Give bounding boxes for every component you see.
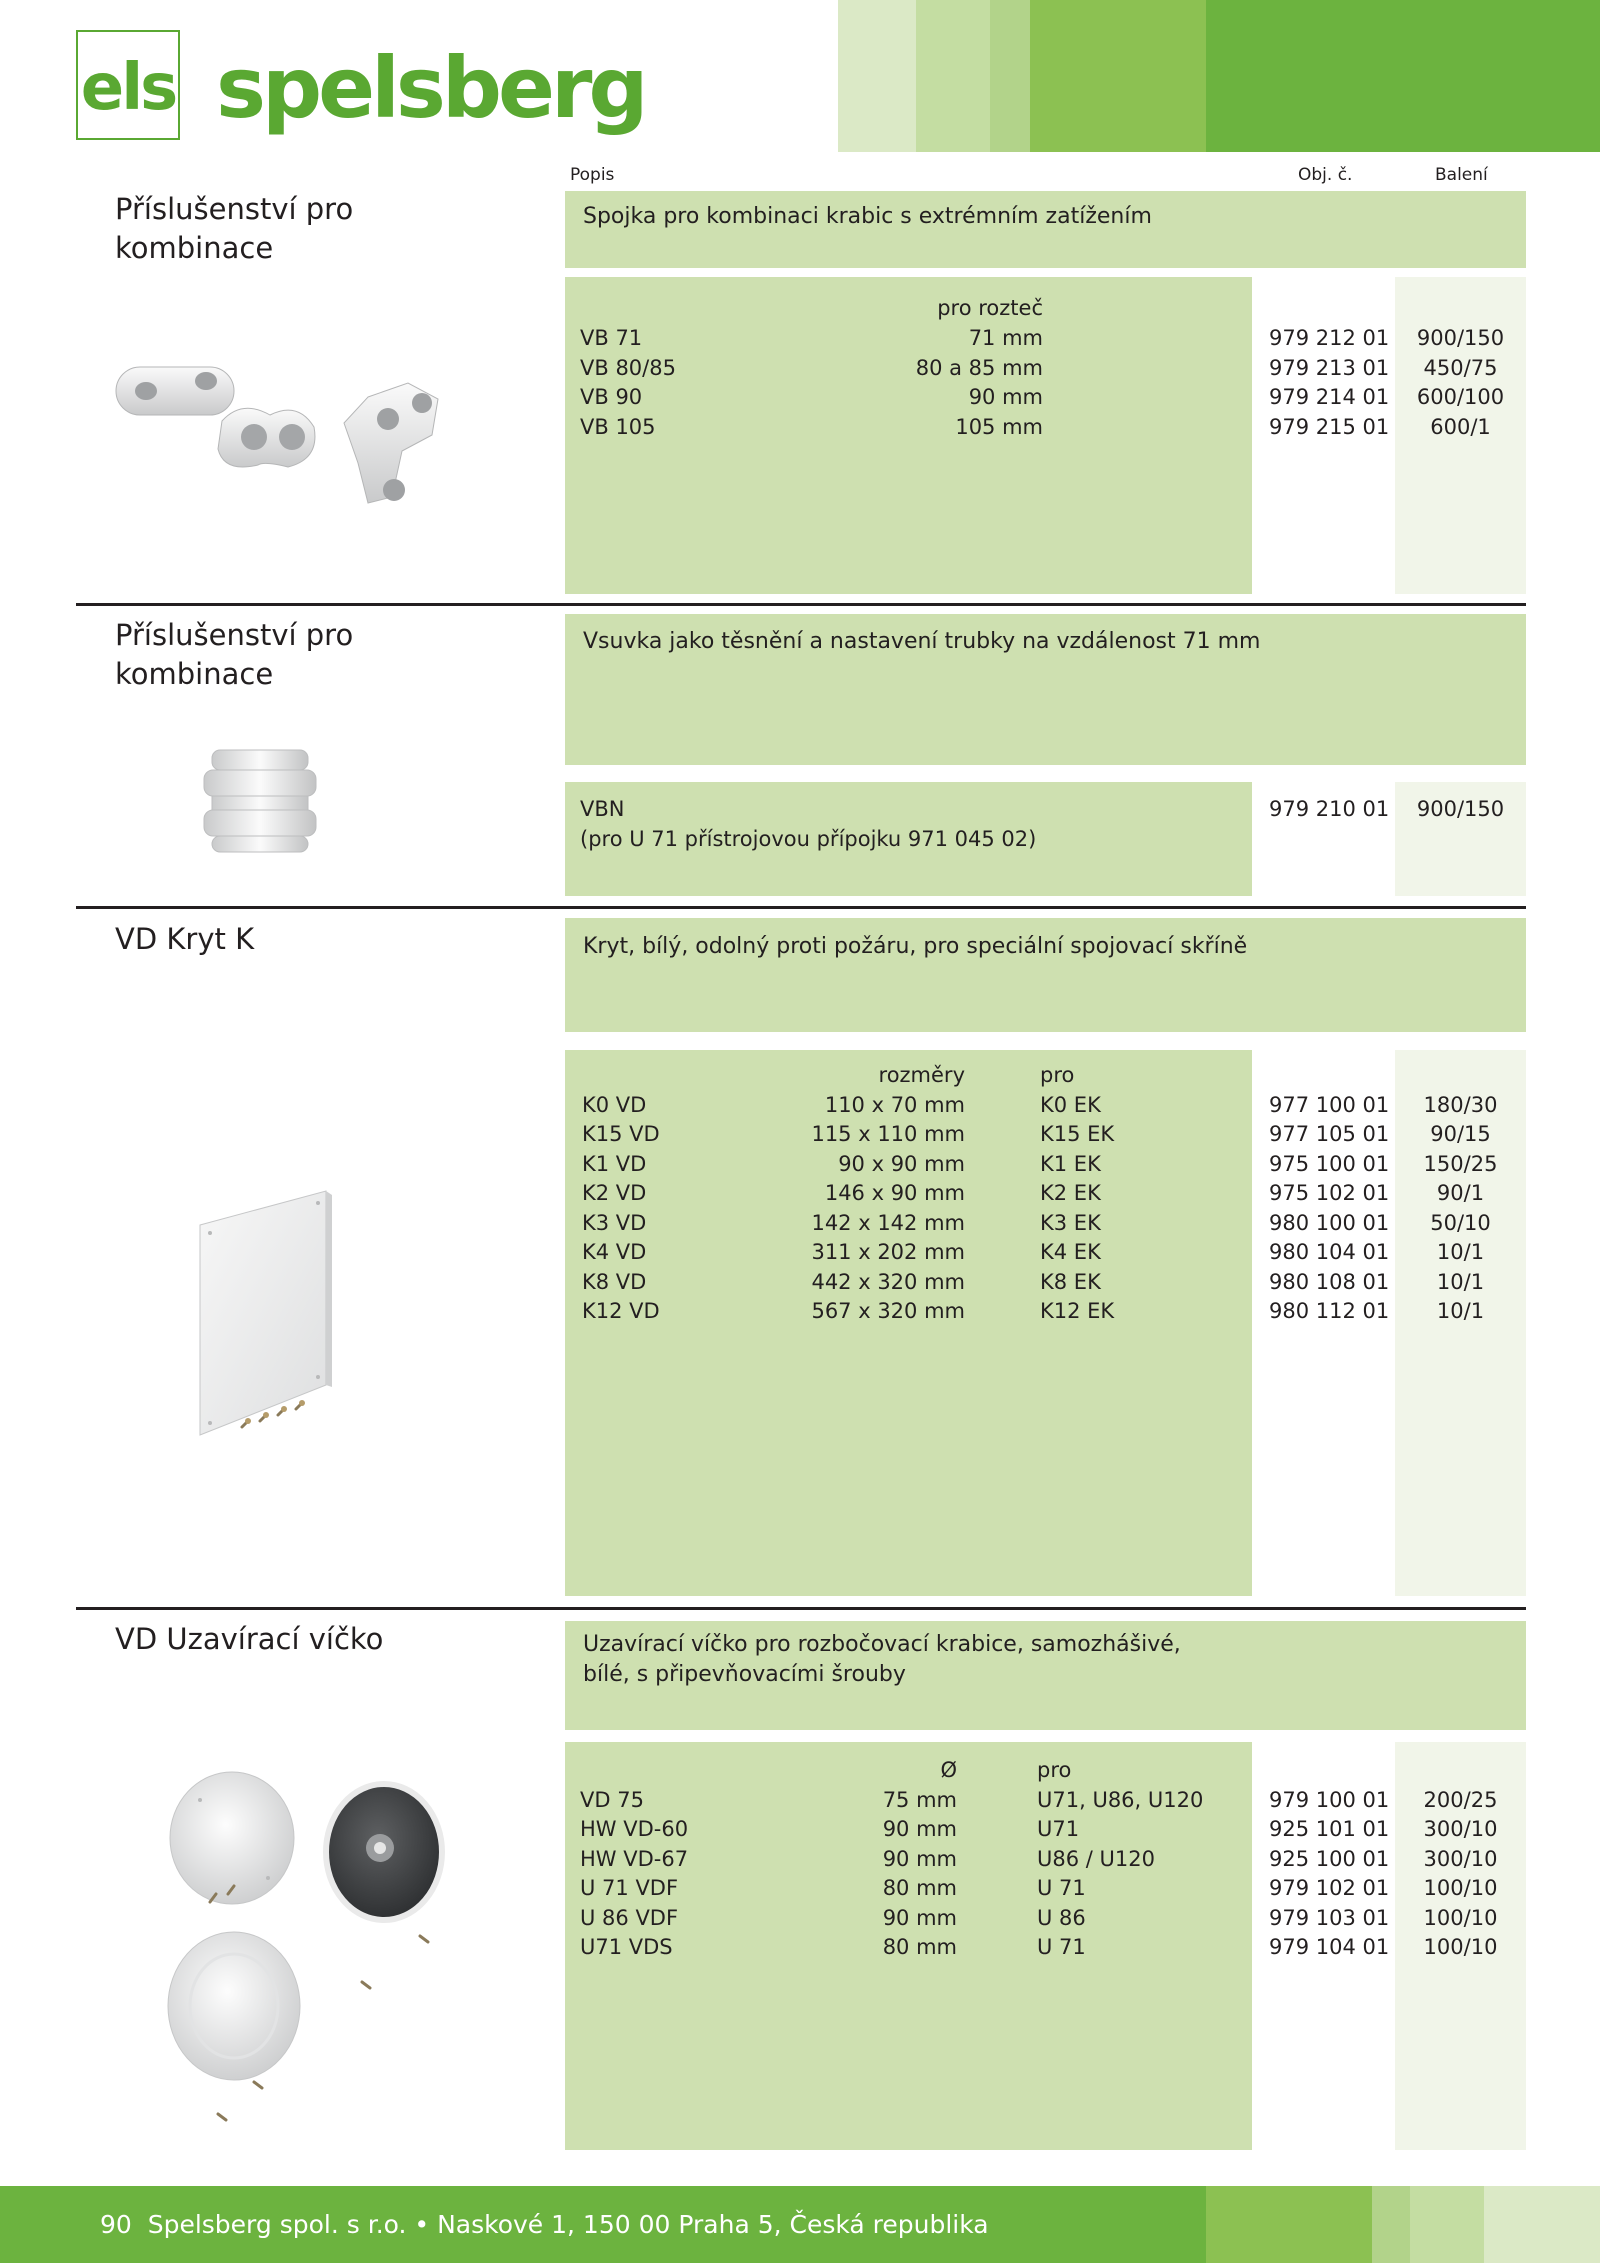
- section-divider: [76, 603, 1526, 606]
- row-value: 115 x 110 mm: [811, 1122, 965, 1146]
- row-obj: 925 100 01: [1269, 1846, 1390, 1871]
- section3-desc: Kryt, bílý, odolný proti požáru, pro speciální spojovací skříně: [583, 934, 1248, 959]
- footer-band-palest: [1484, 2186, 1600, 2263]
- row-bal: 900/150: [1416, 797, 1505, 821]
- row-bal: 10/1: [1436, 1269, 1485, 1294]
- row-value: 90 x 90 mm: [838, 1151, 965, 1176]
- row-value: 71 mm: [968, 326, 1043, 350]
- section-divider: [76, 906, 1526, 909]
- row-name: (pro U 71 přístrojovou přípojku 971 045 02): [580, 826, 1037, 851]
- row-bal: 90/1: [1436, 1181, 1485, 1205]
- row-name: K0 VD: [582, 1092, 647, 1117]
- section1-head-value: pro rozteč: [937, 296, 1043, 320]
- row-obj: 979 213 01: [1269, 355, 1390, 380]
- row-value: 90 mm: [882, 1817, 957, 1841]
- row-bal: 100/10: [1423, 1905, 1498, 1930]
- row-bal: 10/1: [1436, 1240, 1485, 1264]
- row-obj: 979 104 01: [1269, 1935, 1390, 1959]
- row-value: 90 mm: [968, 385, 1043, 409]
- brand-name: spelsberg: [216, 39, 645, 137]
- row-for: K0 EK: [1040, 1092, 1101, 1117]
- row-obj: 980 104 01: [1269, 1240, 1390, 1264]
- header-stripe-dark: [1206, 0, 1600, 152]
- row-bal: 100/10: [1423, 1935, 1498, 1959]
- cover-plate-product-image: [190, 1185, 350, 1445]
- row-for: U86 / U120: [1037, 1846, 1155, 1871]
- row-name: VD 75: [580, 1787, 644, 1812]
- row-name: VBN: [580, 797, 625, 821]
- row-for: K1 EK: [1040, 1151, 1101, 1176]
- section4-head-value: Ø: [940, 1758, 957, 1782]
- row-obj: 979 212 01: [1269, 326, 1390, 350]
- section1-head-row: [0, 294, 1600, 324]
- row-bal: 100/10: [1423, 1876, 1498, 1900]
- row-name: K12 VD: [582, 1299, 660, 1323]
- col-head-baleni: Balení: [1435, 165, 1488, 185]
- row-obj: 980 112 01: [1269, 1299, 1390, 1323]
- section4-title: VD Uzavírací víčko: [115, 1622, 384, 1656]
- section3-head-row: [0, 1061, 1600, 1091]
- row-value: 110 x 70 mm: [824, 1092, 965, 1117]
- col-head-obj: Obj. č.: [1298, 165, 1353, 185]
- row-for: K15 EK: [1040, 1122, 1115, 1146]
- row-for: U71: [1037, 1817, 1080, 1841]
- section1-title-line1: Příslušenství pro: [115, 192, 354, 226]
- row-value: 90 mm: [882, 1846, 957, 1871]
- section3-head-for: pro: [1040, 1063, 1075, 1087]
- row-value: 105 mm: [955, 414, 1043, 439]
- row-obj: 977 100 01: [1269, 1092, 1390, 1117]
- row-bal: 150/25: [1423, 1151, 1498, 1176]
- row-for: K3 EK: [1040, 1210, 1101, 1235]
- row-value: 75 mm: [882, 1787, 957, 1812]
- row-bal: 10/1: [1436, 1299, 1485, 1323]
- row-for: K2 EK: [1040, 1181, 1101, 1205]
- section2-title-line2: kombinace: [115, 657, 274, 691]
- section4-desc: [583, 1630, 1181, 1690]
- footer-band-light: [1372, 2186, 1410, 2263]
- row-name: K2 VD: [582, 1181, 647, 1205]
- row-name: U 86 VDF: [580, 1905, 679, 1930]
- table-row: [0, 1150, 1600, 1180]
- footer: [100, 2186, 989, 2263]
- row-bal: 180/30: [1423, 1092, 1498, 1117]
- section4-desc-line1: Uzavírací víčko pro rozbočovací krabice, samozhášivé,: [583, 1632, 1181, 1657]
- row-obj: 977 105 01: [1269, 1122, 1390, 1146]
- table-row: [0, 1091, 1600, 1121]
- section4-head-for: pro: [1037, 1758, 1072, 1782]
- row-for: K4 EK: [1040, 1240, 1101, 1264]
- footer-band-mid: [1206, 2186, 1372, 2263]
- row-name: VB 105: [580, 414, 656, 439]
- row-obj: 975 100 01: [1269, 1151, 1390, 1176]
- row-obj: 975 102 01: [1269, 1181, 1390, 1205]
- row-bal: 450/75: [1423, 355, 1498, 380]
- page-number: 90: [100, 2210, 132, 2239]
- section2-desc: Vsuvka jako těsnění a nastavení trubky na vzdálenost 71 mm: [583, 629, 1261, 654]
- row-name: HW VD-60: [580, 1817, 689, 1841]
- table-row: [0, 1120, 1600, 1150]
- row-bal: 90/15: [1430, 1122, 1491, 1146]
- row-for: K8 EK: [1040, 1269, 1101, 1294]
- closing-cap-product-image: [150, 1770, 450, 2140]
- row-obj: 979 102 01: [1269, 1876, 1390, 1900]
- section3-head-value: rozměry: [878, 1063, 965, 1087]
- row-bal: 900/150: [1416, 326, 1505, 350]
- row-obj: 925 101 01: [1269, 1817, 1390, 1841]
- row-name: VB 80/85: [580, 355, 676, 380]
- col-head-popis: Popis: [570, 165, 615, 185]
- row-for: U 71: [1037, 1876, 1086, 1900]
- footer-band-pale: [1410, 2186, 1484, 2263]
- section1-title-line2: kombinace: [115, 231, 274, 265]
- nipple-product-image: [200, 740, 320, 860]
- header-stripe-mid: [990, 0, 1030, 152]
- section2-title: [115, 616, 353, 694]
- row-bal: 300/10: [1423, 1846, 1498, 1871]
- row-name: K1 VD: [582, 1151, 647, 1176]
- section1-desc: Spojka pro kombinaci krabic s extrémním zatížením: [583, 204, 1152, 229]
- row-name: U 71 VDF: [580, 1876, 679, 1900]
- row-value: 142 x 142 mm: [811, 1210, 965, 1235]
- row-name: K15 VD: [582, 1122, 660, 1146]
- section3-title: VD Kryt K: [115, 922, 255, 956]
- row-name: HW VD-67: [580, 1846, 689, 1871]
- row-obj: 980 100 01: [1269, 1210, 1390, 1235]
- row-name: K3 VD: [582, 1210, 647, 1235]
- row-value: 311 x 202 mm: [811, 1240, 965, 1264]
- header-stripe-pale: [838, 0, 916, 152]
- row-name: K8 VD: [582, 1269, 647, 1294]
- logo-mark: els: [80, 51, 176, 125]
- section-divider: [76, 1607, 1526, 1610]
- row-name: U71 VDS: [580, 1935, 673, 1959]
- row-for: U71, U86, U120: [1037, 1787, 1204, 1812]
- row-value: 567 x 320 mm: [811, 1299, 965, 1323]
- row-for: U 86: [1037, 1905, 1086, 1930]
- row-value: 80 mm: [882, 1876, 957, 1900]
- row-for: U 71: [1037, 1935, 1086, 1959]
- row-value: 80 a 85 mm: [915, 355, 1043, 380]
- row-bal: 200/25: [1423, 1787, 1498, 1812]
- coupler-product-image: [110, 345, 490, 545]
- row-bal: 300/10: [1423, 1817, 1498, 1841]
- row-value: 90 mm: [882, 1905, 957, 1930]
- row-obj: 979 214 01: [1269, 385, 1390, 409]
- row-bal: 50/10: [1430, 1210, 1491, 1235]
- header-stripe-light: [916, 0, 990, 152]
- row-obj: 979 210 01: [1269, 797, 1390, 821]
- row-name: K4 VD: [582, 1240, 647, 1264]
- row-value: 146 x 90 mm: [824, 1181, 965, 1205]
- row-name: VB 71: [580, 326, 643, 350]
- row-bal: 600/1: [1430, 414, 1491, 439]
- row-obj: 979 100 01: [1269, 1787, 1390, 1812]
- row-value: 80 mm: [882, 1935, 957, 1959]
- row-bal: 600/100: [1416, 385, 1505, 409]
- header-stripe-mid2: [1030, 0, 1206, 152]
- row-obj: 979 215 01: [1269, 414, 1390, 439]
- row-value: 442 x 320 mm: [811, 1269, 965, 1294]
- row-obj: 980 108 01: [1269, 1269, 1390, 1294]
- section1-title: [115, 190, 353, 268]
- section2-title-line1: Příslušenství pro: [115, 618, 354, 652]
- footer-address: Spelsberg spol. s r.o. • Naskové 1, 150 00 Praha 5, Česká republika: [147, 2210, 989, 2239]
- section4-desc-line2: bílé, s připevňovacími šrouby: [583, 1662, 906, 1687]
- row-obj: 979 103 01: [1269, 1905, 1390, 1930]
- row-name: VB 90: [580, 385, 643, 409]
- row-for: K12 EK: [1040, 1299, 1115, 1323]
